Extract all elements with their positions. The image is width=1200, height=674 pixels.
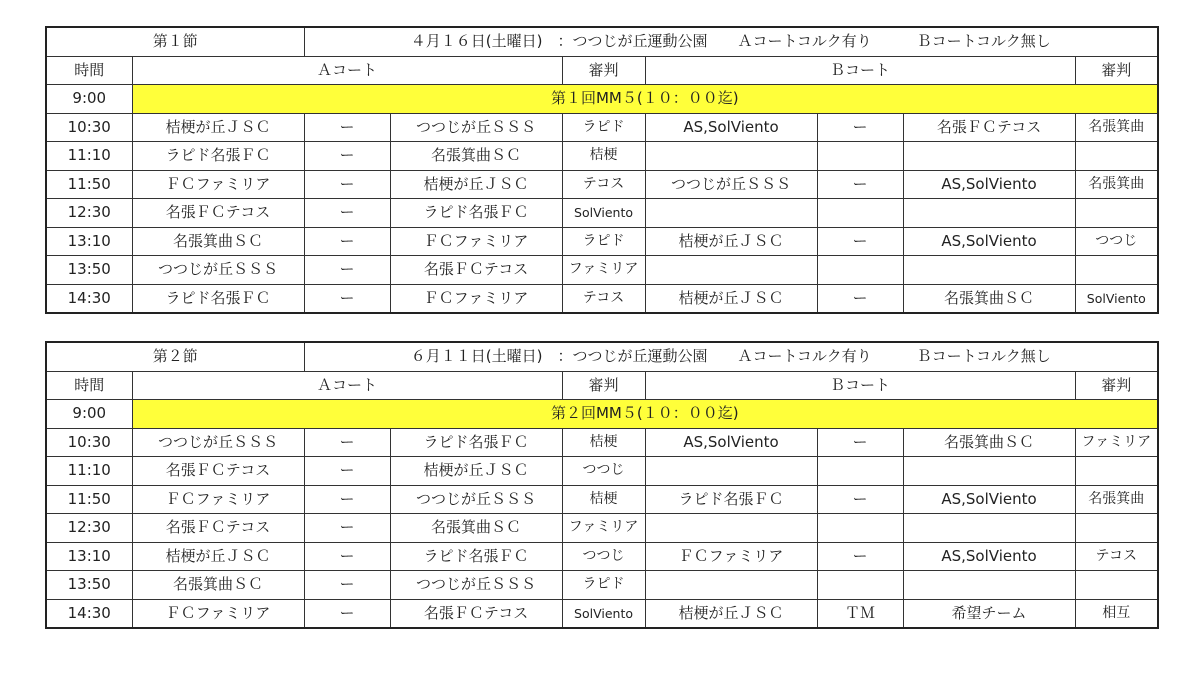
court-b-team-1 (645, 571, 817, 600)
header-time: 時間 (46, 371, 132, 400)
court-a-team-1: 桔梗が丘ＪＳＣ (132, 113, 304, 142)
match-time: 10:30 (46, 428, 132, 457)
court-b-team-1 (645, 256, 817, 285)
match-row (46, 599, 1158, 628)
court-b-referee: 相互 (1075, 599, 1158, 628)
court-a-vs: ー (304, 256, 390, 285)
court-b-team-2 (903, 256, 1075, 285)
court-b-team-2 (903, 199, 1075, 228)
match-time: 11:50 (46, 170, 132, 199)
court-b-team-1: ＦＣファミリア (645, 542, 817, 571)
court-b-team-2: 名張箕曲ＳＣ (903, 284, 1075, 313)
court-b-team-1: AS,SolViento (645, 428, 817, 457)
header-court-b: Ｂコート (645, 371, 1075, 400)
mm5-banner-row (46, 400, 1158, 429)
match-time: 12:30 (46, 514, 132, 543)
match-time: 13:50 (46, 571, 132, 600)
court-a-referee: ラピド (562, 227, 645, 256)
court-a-referee: 桔梗 (562, 142, 645, 171)
court-a-team-2: 名張ＦＣテコス (390, 599, 562, 628)
schedule-table-round-2 (45, 341, 1159, 629)
court-a-team-1: ラピド名張ＦＣ (132, 284, 304, 313)
match-time: 11:10 (46, 457, 132, 486)
header-court-b: Ｂコート (645, 56, 1075, 85)
court-b-team-2: AS,SolViento (903, 227, 1075, 256)
court-b-team-1: つつじが丘ＳＳＳ (645, 170, 817, 199)
court-b-referee (1075, 142, 1158, 171)
court-a-referee: ファミリア (562, 514, 645, 543)
match-row (46, 256, 1158, 285)
court-a-referee: 桔梗 (562, 428, 645, 457)
court-a-team-1: 名張箕曲ＳＣ (132, 227, 304, 256)
court-b-vs: ー (817, 485, 903, 514)
court-a-referee: SolViento (562, 199, 645, 228)
court-b-team-1 (645, 199, 817, 228)
header-court-a: Ａコート (132, 56, 562, 85)
column-header-row (46, 56, 1158, 85)
court-a-team-1: つつじが丘ＳＳＳ (132, 256, 304, 285)
banner-time: 9:00 (46, 85, 132, 114)
court-a-team-1: 名張箕曲ＳＣ (132, 571, 304, 600)
court-a-team-2: ラピド名張ＦＣ (390, 428, 562, 457)
mm5-banner: 第２回MM５(１０：００迄) (132, 400, 1158, 429)
court-b-vs (817, 142, 903, 171)
court-a-team-2: つつじが丘ＳＳＳ (390, 113, 562, 142)
match-row (46, 227, 1158, 256)
court-a-team-2: 桔梗が丘ＪＳＣ (390, 457, 562, 486)
court-a-vs: ー (304, 170, 390, 199)
match-time: 13:50 (46, 256, 132, 285)
match-row (46, 514, 1158, 543)
match-row (46, 485, 1158, 514)
court-b-team-1: AS,SolViento (645, 113, 817, 142)
court-a-referee: ファミリア (562, 256, 645, 285)
court-a-vs: ー (304, 514, 390, 543)
match-time: 12:30 (46, 199, 132, 228)
round-title-row (46, 342, 1158, 371)
court-b-team-1 (645, 142, 817, 171)
match-row (46, 142, 1158, 171)
court-b-team-2: 名張ＦＣテコス (903, 113, 1075, 142)
court-a-referee: ラピド (562, 113, 645, 142)
match-row (46, 542, 1158, 571)
court-b-team-1 (645, 457, 817, 486)
court-b-vs: ー (817, 227, 903, 256)
court-b-team-2 (903, 514, 1075, 543)
court-a-vs: ー (304, 542, 390, 571)
court-b-team-2: 名張箕曲ＳＣ (903, 428, 1075, 457)
court-b-vs: ＴＭ (817, 599, 903, 628)
court-b-team-1 (645, 514, 817, 543)
court-a-vs: ー (304, 142, 390, 171)
court-a-team-2: ＦＣファミリア (390, 284, 562, 313)
court-b-team-2: AS,SolViento (903, 170, 1075, 199)
match-row (46, 284, 1158, 313)
court-a-vs: ー (304, 428, 390, 457)
court-b-referee: ファミリア (1075, 428, 1158, 457)
mm5-banner-row (46, 85, 1158, 114)
header-court-a: Ａコート (132, 371, 562, 400)
court-a-referee: SolViento (562, 599, 645, 628)
court-a-team-1: ラピド名張ＦＣ (132, 142, 304, 171)
round-date-venue: ６月１１日(土曜日) ：つつじが丘運動公園 Ａコートコルク有り Ｂコートコルク無し (304, 342, 1158, 371)
court-b-vs (817, 571, 903, 600)
court-b-team-2: 希望チーム (903, 599, 1075, 628)
court-a-vs: ー (304, 199, 390, 228)
round-section-label: 第２節 (46, 342, 304, 371)
match-time: 13:10 (46, 542, 132, 571)
match-row (46, 113, 1158, 142)
court-b-vs (817, 199, 903, 228)
round-section-label: 第１節 (46, 27, 304, 56)
court-a-team-2: つつじが丘ＳＳＳ (390, 485, 562, 514)
court-a-vs: ー (304, 571, 390, 600)
schedule-body (46, 27, 1158, 313)
court-b-team-2 (903, 457, 1075, 486)
court-b-referee: 名張箕曲 (1075, 113, 1158, 142)
court-b-team-1: 桔梗が丘ＪＳＣ (645, 284, 817, 313)
match-row (46, 199, 1158, 228)
court-a-referee: つつじ (562, 457, 645, 486)
court-b-team-2: AS,SolViento (903, 485, 1075, 514)
court-b-vs: ー (817, 170, 903, 199)
schedule-table-round-1 (45, 26, 1159, 314)
court-b-vs: ー (817, 284, 903, 313)
court-a-team-1: ＦＣファミリア (132, 485, 304, 514)
court-a-team-1: 名張ＦＣテコス (132, 199, 304, 228)
court-b-vs: ー (817, 542, 903, 571)
court-b-team-1: ラピド名張ＦＣ (645, 485, 817, 514)
court-a-team-1: 名張ＦＣテコス (132, 457, 304, 486)
match-row (46, 170, 1158, 199)
court-b-referee: SolViento (1075, 284, 1158, 313)
court-a-vs: ー (304, 113, 390, 142)
header-referee-a: 審判 (562, 56, 645, 85)
header-time: 時間 (46, 56, 132, 85)
match-time: 10:30 (46, 113, 132, 142)
column-header-row (46, 371, 1158, 400)
court-b-vs (817, 256, 903, 285)
court-a-team-1: 名張ＦＣテコス (132, 514, 304, 543)
match-row (46, 571, 1158, 600)
court-a-vs: ー (304, 284, 390, 313)
court-a-vs: ー (304, 599, 390, 628)
match-time: 13:10 (46, 227, 132, 256)
round-date-venue: ４月１６日(土曜日) ：つつじが丘運動公園 Ａコートコルク有り Ｂコートコルク無し (304, 27, 1158, 56)
court-b-referee: テコス (1075, 542, 1158, 571)
schedule-body (46, 342, 1158, 628)
court-a-referee: テコス (562, 170, 645, 199)
match-time: 11:50 (46, 485, 132, 514)
court-a-vs: ー (304, 227, 390, 256)
court-a-team-2: つつじが丘ＳＳＳ (390, 571, 562, 600)
match-row (46, 457, 1158, 486)
banner-time: 9:00 (46, 400, 132, 429)
match-time: 11:10 (46, 142, 132, 171)
header-referee-b: 審判 (1075, 371, 1158, 400)
court-a-referee: ラピド (562, 571, 645, 600)
court-a-vs: ー (304, 485, 390, 514)
court-a-referee: テコス (562, 284, 645, 313)
court-b-referee: 名張箕曲 (1075, 170, 1158, 199)
court-b-referee (1075, 199, 1158, 228)
round-title-row (46, 27, 1158, 56)
court-b-vs (817, 514, 903, 543)
court-b-referee: 名張箕曲 (1075, 485, 1158, 514)
court-b-referee (1075, 256, 1158, 285)
court-b-team-2: AS,SolViento (903, 542, 1075, 571)
court-a-vs: ー (304, 457, 390, 486)
court-b-vs: ー (817, 428, 903, 457)
court-a-team-2: 名張箕曲ＳＣ (390, 514, 562, 543)
court-a-referee: つつじ (562, 542, 645, 571)
court-a-team-2: ＦＣファミリア (390, 227, 562, 256)
court-b-team-1: 桔梗が丘ＪＳＣ (645, 227, 817, 256)
court-a-referee: 桔梗 (562, 485, 645, 514)
court-a-team-2: 名張ＦＣテコス (390, 256, 562, 285)
court-b-referee (1075, 514, 1158, 543)
court-a-team-1: 桔梗が丘ＪＳＣ (132, 542, 304, 571)
court-b-team-2 (903, 571, 1075, 600)
court-b-referee (1075, 457, 1158, 486)
header-referee-b: 審判 (1075, 56, 1158, 85)
mm5-banner: 第１回MM５(１０：００迄) (132, 85, 1158, 114)
court-b-vs: ー (817, 113, 903, 142)
court-a-team-2: 名張箕曲ＳＣ (390, 142, 562, 171)
court-a-team-2: ラピド名張ＦＣ (390, 542, 562, 571)
court-a-team-1: ＦＣファミリア (132, 599, 304, 628)
court-b-referee: つつじ (1075, 227, 1158, 256)
court-b-team-1: 桔梗が丘ＪＳＣ (645, 599, 817, 628)
court-a-team-1: ＦＣファミリア (132, 170, 304, 199)
match-time: 14:30 (46, 599, 132, 628)
court-a-team-2: 桔梗が丘ＪＳＣ (390, 170, 562, 199)
court-b-team-2 (903, 142, 1075, 171)
match-row (46, 428, 1158, 457)
court-b-vs (817, 457, 903, 486)
court-b-referee (1075, 571, 1158, 600)
court-a-team-2: ラピド名張ＦＣ (390, 199, 562, 228)
match-time: 14:30 (46, 284, 132, 313)
header-referee-a: 審判 (562, 371, 645, 400)
court-a-team-1: つつじが丘ＳＳＳ (132, 428, 304, 457)
